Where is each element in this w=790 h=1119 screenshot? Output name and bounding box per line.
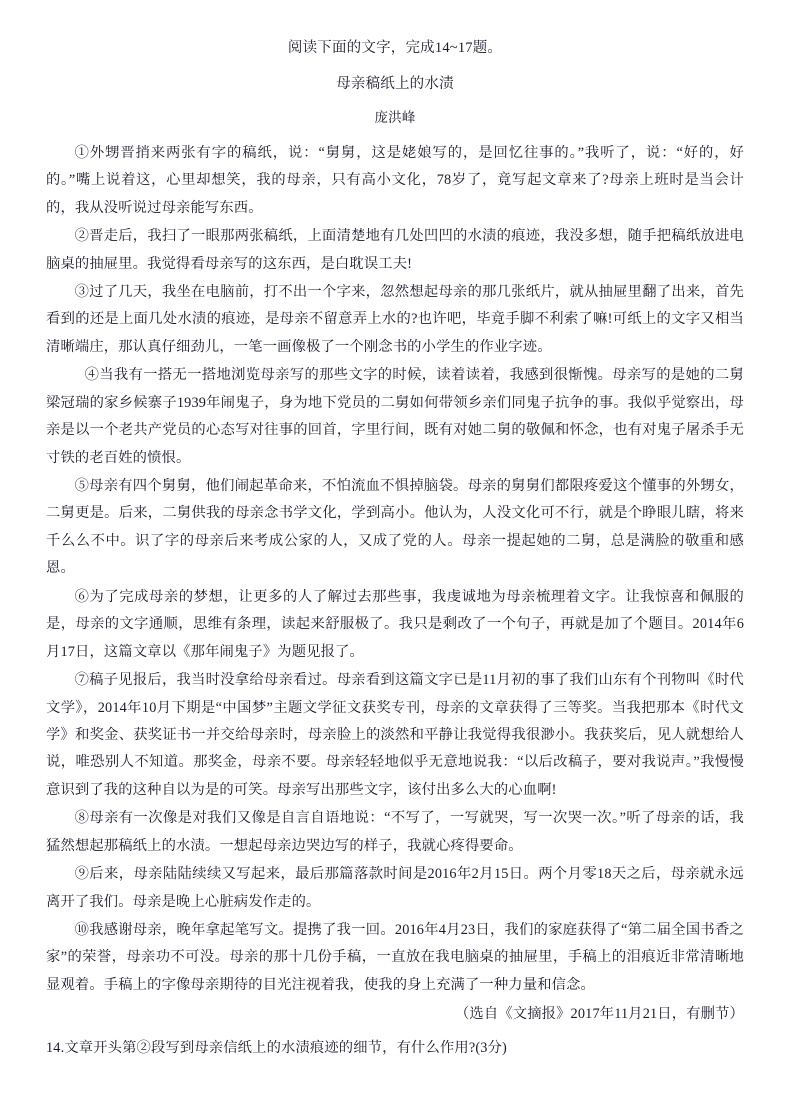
paragraph-4: ④当我有一搭无一搭地浏览母亲写的那些文字的时候，读着读着，我感到很惭愧。母亲写的是她的二舅梁冠瑞的家乡候寨子1939年闹鬼子，身为地下党员的二舅如何带领乡亲们同鬼子抗争的事。我似乎觉察出，母亲是以一个老共产党员的心态写对往事的回首，字里行间，既有对她二舅的敬佩和怀念，也有对鬼子屠杀手无寸铁的老百姓的愤恨。 <box>46 367 744 466</box>
paragraph-6: ⑥为了完成母亲的梦想，让更多的人了解过去那些事，我虔诚地为母亲梳理着文字。让我惊喜和佩服的是，母亲的文字通顺，思维有条理，读起来舒服极了。我只是剩改了一个句子，再就是加了个题目。2014年6月17日，这篇文章以《那年闹鬼子》为题见报了。 <box>46 588 744 660</box>
paragraph-1: ①外甥晋捎来两张有字的稿纸，说：“舅舅，这是姥娘写的，是回忆往事的。”我听了，说：“好的，好的。”嘴上说着这，心里却想笑，我的母亲，只有高小文化，78岁了，竟写起文章来了?母亲上班时是当会计的，我从没听说过母亲能写东西。 <box>46 144 744 216</box>
paragraph-7: ⑦稿子见报后，我当时没拿给母亲看过。母亲看到这篇文字已是11月初的事了我们山东有个刊物叫《时代文学》，2014年10月下期是“中国梦”主题文学征文获奖专刊，母亲的文章获得了三等奖。当我把那本《时代文学》和奖金、获奖证书一并交给母亲时，母亲脸上的淡然和平静让我觉得我很渺小。我获奖后，见人就想给人说，唯恐别人不知道。那奖金，母亲不要。母亲轻轻地似乎无意地说我：“以后改稿子，要对我说声。”我慢慢意识到了我的这种自以为是的可笑。母亲写出那些文字，该付出多么大的心血啊! <box>46 672 744 798</box>
reading-instruction: 阅读下面的文字，完成14~17题。 <box>287 40 503 56</box>
article-source: （选自《文摘报》2017年11月21日，有删节） <box>454 1006 744 1023</box>
article-title: 母亲稿纸上的水渍 <box>336 75 454 92</box>
paragraph-10: ⑩我感谢母亲，晚年拿起笔写文。提携了我一回。2016年4月23日，我们的家庭获得了“第二届全国书香之家”的荣誉，母亲功不可没。母亲的那十几份手稿，一直放在我电脑桌的抽屉里，手稿上的泪痕近非常清晰地显观着。手稿上的字像母亲期待的目光注视着我，使我的身上充满了一种力量和信念。 <box>46 922 744 993</box>
article-author: 庞洪峰 <box>374 109 416 125</box>
paragraph-2: ②晋走后，我扫了一眼那两张稿纸，上面清楚地有几处凹凹的水渍的痕迹，我没多想，随手把稿纸放进电脑桌的抽屉里。我觉得看母亲写的这东西，是白耽误工夫! <box>46 228 744 272</box>
question-14: 14.文章开头第②段写到母亲信纸上的水渍痕迹的细节，有什么作用?(3分) <box>46 1039 507 1056</box>
paragraph-3: ③过了几天，我坐在电脑前，打不出一个字来，忽然想起母亲的那几张纸片，就从抽屉里翻了出来，首先看到的还是上面几处水渍的痕迹，是母亲不留意弄上水的?也许吧，毕竟手脚不利索了嘛!可纸上的文字又相当清晰端庄，那认真仔细劲儿，一笔一画像极了一个刚念书的小学生的作业字迹。 <box>46 283 744 355</box>
paragraph-9: ⑨后来，母亲陆陆续续又写起来，最后那篇落款时间是2016年2月15日。两个月零18天之后，母亲就永远离开了我们。母亲是晚上心脏病发作走的。 <box>46 866 744 910</box>
paragraph-8: ⑧母亲有一次像是对我们又像是自言自语地说：“不写了，一写就哭，写一次哭一次。”听了母亲的话，我猛然想起那稿纸上的水渍。一想起母亲边哭边写的样子，我就心疼得要命。 <box>46 810 744 854</box>
paragraph-5: ⑤母亲有四个舅舅，他们闹起革命来，不怕流血不惧掉脑袋。母亲的舅舅们都限疼爱这个懂事的外甥女，二舅更是。后来，二舅供我的母亲念书学文化，学到高小。他认为，人没文化可不行，就是个睁眼儿瞎，将来千么么不中。识了字的母亲后来考成公家的人，又成了党的人。母亲一提起她的二舅，总是满脸的敬重和感恩。 <box>46 478 744 577</box>
